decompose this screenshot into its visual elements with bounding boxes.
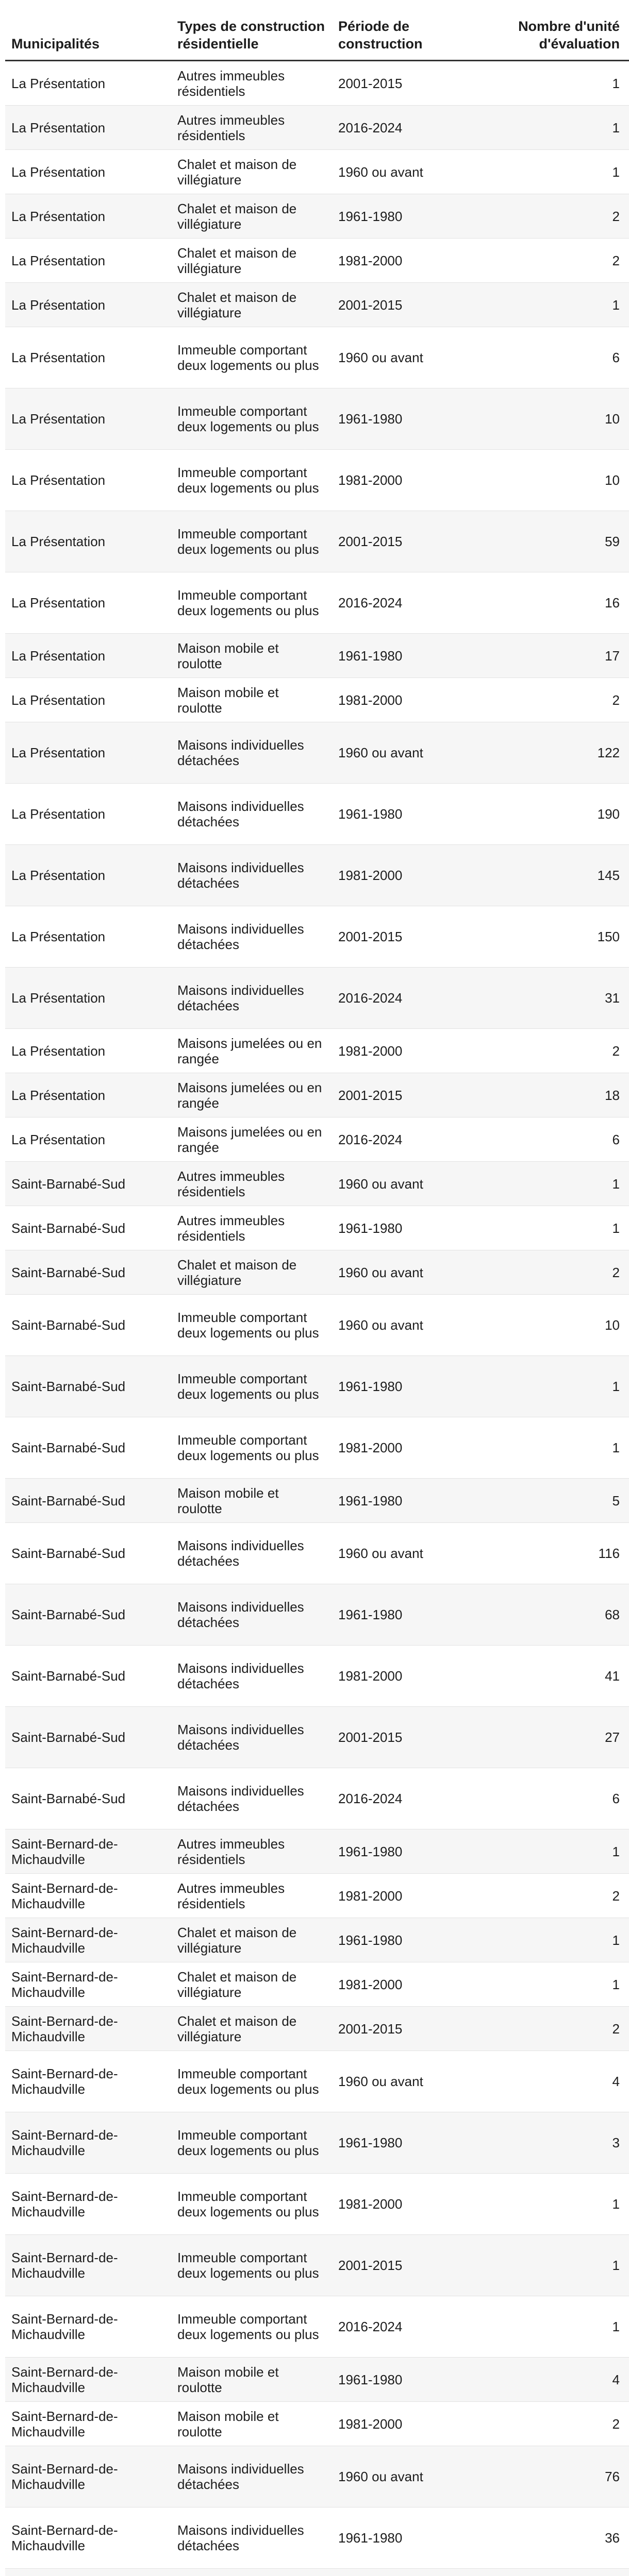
cell-municipalite: Saint-Bernard-de-Michaudville: [5, 2507, 171, 2569]
cell-municipalite: La Présentation: [5, 906, 171, 968]
cell-type-construction: Immeuble comportant deux logements ou plus: [171, 2051, 332, 2112]
cell-nombre-unites: 18: [483, 1073, 629, 1117]
cell-nombre-unites: 6: [483, 1768, 629, 1829]
table-row: [5, 1117, 629, 1162]
cell-municipalite: La Présentation: [5, 845, 171, 906]
cell-municipalite: Saint-Bernard-de-Michaudville: [5, 2174, 171, 2235]
table-row: [5, 572, 629, 634]
table-body: [5, 61, 629, 2576]
cell-type-construction: Chalet et maison de villégiature: [171, 194, 332, 239]
cell-nombre-unites: 2: [483, 1874, 629, 1918]
cell-periode: [332, 2569, 483, 2576]
cell-periode: 1960 ou avant: [332, 722, 483, 784]
cell-periode: 1981-2000: [332, 1417, 483, 1479]
cell-periode: 1961-1980: [332, 2112, 483, 2174]
cell-nombre-unites: 1: [483, 2174, 629, 2235]
table-row: [5, 722, 629, 784]
cell-nombre-unites: 36: [483, 2507, 629, 2569]
cell-periode: 1961-1980: [332, 784, 483, 845]
cell-type-construction: Chalet et maison de villégiature: [171, 283, 332, 327]
cell-periode: 1960 ou avant: [332, 150, 483, 194]
cell-nombre-unites: 68: [483, 1584, 629, 1646]
cell-type-construction: Immeuble comportant deux logements ou plus: [171, 327, 332, 388]
cell-type-construction: Autres immeubles résidentiels: [171, 106, 332, 150]
table-row: [5, 1962, 629, 2007]
cell-nombre-unites: 116: [483, 1523, 629, 1584]
cell-periode: 2001-2015: [332, 61, 483, 106]
cell-municipalite: La Présentation: [5, 784, 171, 845]
table-row: [5, 2235, 629, 2296]
table-row: [5, 2402, 629, 2446]
cell-municipalite: La Présentation: [5, 1073, 171, 1117]
cell-periode: 1961-1980: [332, 634, 483, 678]
cell-type-construction: Maisons individuelles détachées: [171, 968, 332, 1029]
cell-type-construction: Maisons jumelées ou en rangée: [171, 1117, 332, 1162]
cell-periode: 1960 ou avant: [332, 327, 483, 388]
cell-periode: 2016-2024: [332, 2296, 483, 2358]
cell-type-construction: Autres immeubles résidentiels: [171, 1206, 332, 1250]
cell-periode: 2016-2024: [332, 106, 483, 150]
cell-nombre-unites: 145: [483, 845, 629, 906]
cell-type-construction: Maison mobile et roulotte: [171, 2358, 332, 2402]
cell-nombre-unites: 3: [483, 2112, 629, 2174]
cell-nombre-unites: 2: [483, 678, 629, 722]
cell-municipalite: Saint-Barnabé-Sud: [5, 1707, 171, 1768]
table-row: [5, 1918, 629, 1962]
cell-type-construction: Maisons individuelles détachées: [171, 845, 332, 906]
cell-nombre-unites: 2: [483, 239, 629, 283]
cell-periode: 1981-2000: [332, 845, 483, 906]
cell-municipalite: Saint-Bernard-de-Michaudville: [5, 1918, 171, 1962]
cell-municipalite: Saint-Barnabé-Sud: [5, 1162, 171, 1206]
cell-nombre-unites: 2: [483, 2007, 629, 2051]
cell-municipalite: La Présentation: [5, 1029, 171, 1073]
cell-periode: 1981-2000: [332, 1029, 483, 1073]
cell-periode: 1961-1980: [332, 2358, 483, 2402]
cell-nombre-unites: 2: [483, 194, 629, 239]
cell-nombre-unites: 1: [483, 1162, 629, 1206]
table-row: [5, 2174, 629, 2235]
table-row: [5, 1829, 629, 1874]
cell-municipalite: La Présentation: [5, 511, 171, 572]
cell-periode: 2016-2024: [332, 1768, 483, 1829]
table-row: [5, 2007, 629, 2051]
cell-type-construction: Chalet et maison de villégiature: [171, 1918, 332, 1962]
cell-periode: 1981-2000: [332, 2402, 483, 2446]
cell-type-construction: Immeuble comportant deux logements ou plus: [171, 1295, 332, 1356]
cell-nombre-unites: 6: [483, 1117, 629, 1162]
cell-municipalite: Saint-Bernard-de-Michaudville: [5, 2235, 171, 2296]
table-row: [5, 2051, 629, 2112]
table-row: [5, 450, 629, 511]
cell-periode: 1960 ou avant: [332, 1523, 483, 1584]
cell-periode: 1981-2000: [332, 450, 483, 511]
cell-periode: 2001-2015: [332, 511, 483, 572]
cell-type-construction: Immeuble comportant deux logements ou plus: [171, 1356, 332, 1417]
cell-type-construction: Maisons individuelles détachées: [171, 1584, 332, 1646]
cell-municipalite: La Présentation: [5, 388, 171, 450]
cell-nombre-unites: 4: [483, 2051, 629, 2112]
cell-municipalite: Saint-Bernard-de-Michaudville: [5, 2296, 171, 2358]
table-row: [5, 239, 629, 283]
cell-nombre-unites: 1: [483, 106, 629, 150]
cell-periode: 1981-2000: [332, 2174, 483, 2235]
cell-periode: 1981-2000: [332, 1874, 483, 1918]
cell-nombre-unites: 2: [483, 2402, 629, 2446]
cell-municipalite: La Présentation: [5, 239, 171, 283]
table-row: [5, 906, 629, 968]
cell-nombre-unites: 190: [483, 784, 629, 845]
cell-nombre-unites: 1: [483, 1829, 629, 1874]
cell-nombre-unites: 16: [483, 572, 629, 634]
cell-municipalite: La Présentation: [5, 634, 171, 678]
table-row: [5, 1584, 629, 1646]
cell-municipalite: La Présentation: [5, 283, 171, 327]
cell-periode: 2001-2015: [332, 1073, 483, 1117]
cell-nombre-unites: 1: [483, 1962, 629, 2007]
cell-type-construction: Chalet et maison de villégiature: [171, 150, 332, 194]
cell-type-construction: Maisons individuelles détachées: [171, 722, 332, 784]
table-row: [5, 2446, 629, 2507]
cell-nombre-unites: 4: [483, 2358, 629, 2402]
cell-municipalite: Saint-Barnabé-Sud: [5, 1479, 171, 1523]
cell-municipalite: Saint-Bernard-de-Michaudville: [5, 2112, 171, 2174]
table-row: [5, 845, 629, 906]
cell-nombre-unites: 1: [483, 1918, 629, 1962]
table-row: [5, 106, 629, 150]
cell-municipalite: Saint-Barnabé-Sud: [5, 1417, 171, 1479]
cell-nombre-unites: 1: [483, 61, 629, 106]
cell-periode: 1960 ou avant: [332, 1250, 483, 1295]
cell-nombre-unites: 59: [483, 511, 629, 572]
cell-periode: 1981-2000: [332, 1646, 483, 1707]
cell-periode: 1961-1980: [332, 1829, 483, 1874]
cell-type-construction: Maisons individuelles détachées: [171, 2446, 332, 2507]
cell-type-construction: Maison mobile et roulotte: [171, 678, 332, 722]
table-row: [5, 1250, 629, 1295]
table-row: [5, 511, 629, 572]
cell-municipalite: Saint-Barnabé-Sud: [5, 1768, 171, 1829]
table-row: [5, 2296, 629, 2358]
table-row: [5, 1162, 629, 1206]
table-row: [5, 150, 629, 194]
cell-periode: 1960 ou avant: [332, 2051, 483, 2112]
column-header-nombre-unites[interactable]: Nombre d'unité d'évaluation: [483, 18, 629, 61]
cell-type-construction: Maison mobile et roulotte: [171, 2402, 332, 2446]
cell-municipalite: La Présentation: [5, 150, 171, 194]
cell-municipalite: Saint-Bernard-de-Michaudville: [5, 2402, 171, 2446]
column-header-periode-construction[interactable]: Période de construction: [332, 18, 483, 61]
cell-nombre-unites: 1: [483, 1206, 629, 1250]
cell-periode: 1960 ou avant: [332, 1295, 483, 1356]
cell-periode: 1961-1980: [332, 1918, 483, 1962]
table-row: [5, 1356, 629, 1417]
cell-municipalite: Saint-Bernard-de-Michaudville: [5, 2446, 171, 2507]
cell-municipalite: La Présentation: [5, 61, 171, 106]
cell-type-construction: Immeuble comportant deux logements ou plus: [171, 2174, 332, 2235]
table-row: [5, 968, 629, 1029]
table-row: [5, 388, 629, 450]
cell-type-construction: Immeuble comportant deux logements ou plus: [171, 572, 332, 634]
cell-municipalite: La Présentation: [5, 1117, 171, 1162]
cell-municipalite: Saint-Barnabé-Sud: [5, 1356, 171, 1417]
cell-nombre-unites: 10: [483, 450, 629, 511]
cell-municipalite: Saint-Barnabé-Sud: [5, 1523, 171, 1584]
cell-nombre-unites: 1: [483, 2235, 629, 2296]
cell-type-construction: Autres immeubles résidentiels: [171, 1162, 332, 1206]
cell-municipalite: Saint-Barnabé-Sud: [5, 1584, 171, 1646]
cell-periode: 1981-2000: [332, 1962, 483, 2007]
cell-nombre-unites: 41: [483, 1646, 629, 1707]
cell-type-construction: Chalet et maison de villégiature: [171, 2007, 332, 2051]
table-row: [5, 1417, 629, 1479]
cell-municipalite: La Présentation: [5, 678, 171, 722]
cell-municipalite: La Présentation: [5, 572, 171, 634]
cell-type-construction: Autres immeubles résidentiels: [171, 1829, 332, 1874]
cell-municipalite: La Présentation: [5, 194, 171, 239]
cell-nombre-unites: [483, 2569, 629, 2576]
cell-type-construction: Maison mobile et roulotte: [171, 634, 332, 678]
table-row: [5, 1707, 629, 1768]
cell-nombre-unites: 2: [483, 1250, 629, 1295]
cell-type-construction: Maisons jumelées ou en rangée: [171, 1029, 332, 1073]
cell-type-construction: Immeuble comportant deux logements ou plus: [171, 2112, 332, 2174]
cell-periode: 2001-2015: [332, 2235, 483, 2296]
cell-municipalite: Saint-Bernard-de-Michaudville: [5, 1874, 171, 1918]
data-table: [5, 18, 629, 2576]
table-row: [5, 678, 629, 722]
cell-type-construction: Maisons individuelles détachées: [171, 1768, 332, 1829]
cell-nombre-unites: 27: [483, 1707, 629, 1768]
cell-type-construction: Maisons individuelles détachées: [171, 1707, 332, 1768]
cell-periode: 2001-2015: [332, 2007, 483, 2051]
cell-nombre-unites: 76: [483, 2446, 629, 2507]
table-row: [5, 194, 629, 239]
cell-municipalite: Saint-Bernard-de-Michaudville: [5, 2358, 171, 2402]
cell-periode: 1961-1980: [332, 194, 483, 239]
cell-municipalite: Saint-Bernard-de-Michaudville: [5, 1829, 171, 1874]
table-row: [5, 327, 629, 388]
cell-periode: 1961-1980: [332, 1206, 483, 1250]
cell-periode: 1961-1980: [332, 1584, 483, 1646]
cell-municipalite: Saint-Bernard-de-Michaudville: [5, 2051, 171, 2112]
table-row: [5, 61, 629, 106]
cell-type-construction: Chalet et maison de villégiature: [171, 239, 332, 283]
cell-municipalite: La Présentation: [5, 327, 171, 388]
cell-municipalite: La Présentation: [5, 106, 171, 150]
table-row: [5, 2358, 629, 2402]
cell-type-construction: Maisons jumelées ou en rangée: [171, 1073, 332, 1117]
table-row: [5, 283, 629, 327]
cell-periode: 1961-1980: [332, 388, 483, 450]
cell-nombre-unites: 31: [483, 968, 629, 1029]
cell-periode: 2001-2015: [332, 283, 483, 327]
cell-type-construction: Maisons individuelles détachées: [171, 2507, 332, 2569]
cell-nombre-unites: 5: [483, 1479, 629, 1523]
table-row: [5, 1874, 629, 1918]
cell-type-construction: Immeuble comportant deux logements ou plus: [171, 2296, 332, 2358]
cell-periode: 2016-2024: [332, 572, 483, 634]
cell-nombre-unites: 2: [483, 1029, 629, 1073]
table-row: [5, 2112, 629, 2174]
table-row: [5, 2507, 629, 2569]
cell-municipalite: Saint-Bernard-de-Michaudville: [5, 1962, 171, 2007]
table-row: [5, 1646, 629, 1707]
cell-type-construction: Maisons individuelles détachées: [171, 784, 332, 845]
cell-type-construction: Maison mobile et roulotte: [171, 1479, 332, 1523]
cell-type-construction: Immeuble comportant deux logements ou plus: [171, 511, 332, 572]
cell-periode: 1961-1980: [332, 2507, 483, 2569]
cell-municipalite: La Présentation: [5, 968, 171, 1029]
cell-type-construction: Immeuble comportant deux logements ou plus: [171, 450, 332, 511]
cell-type-construction: Immeuble comportant deux logements ou plus: [171, 2235, 332, 2296]
cell-nombre-unites: 17: [483, 634, 629, 678]
cell-type-construction: Chalet et maison de villégiature: [171, 1962, 332, 2007]
cell-periode: 2001-2015: [332, 1707, 483, 1768]
cell-nombre-unites: 1: [483, 2296, 629, 2358]
column-header-types-construction[interactable]: Types de construction résidentielle: [171, 18, 332, 61]
cell-type-construction: Autres immeubles résidentiels: [171, 61, 332, 106]
cell-type-construction: Autres immeubles résidentiels: [171, 1874, 332, 1918]
cell-nombre-unites: 10: [483, 1295, 629, 1356]
cell-periode: 1960 ou avant: [332, 2446, 483, 2507]
table-header-row: [5, 18, 629, 61]
cell-periode: 2016-2024: [332, 1117, 483, 1162]
cell-nombre-unites: 150: [483, 906, 629, 968]
cell-type-construction: Maisons individuelles détachées: [171, 1523, 332, 1584]
cell-type-construction: Maisons individuelles détachées: [171, 1646, 332, 1707]
cell-municipalite: La Présentation: [5, 722, 171, 784]
table-row: [5, 634, 629, 678]
cell-periode: 1961-1980: [332, 1479, 483, 1523]
cell-municipalite: Saint-Barnabé-Sud: [5, 1646, 171, 1707]
column-header-municipalites[interactable]: Municipalités: [5, 18, 171, 61]
table-row: [5, 784, 629, 845]
cell-municipalite: Saint-Barnabé-Sud: [5, 1250, 171, 1295]
cell-municipalite: [5, 2569, 171, 2576]
cell-nombre-unites: 6: [483, 327, 629, 388]
cell-nombre-unites: 10: [483, 388, 629, 450]
table-row: [5, 1523, 629, 1584]
cell-periode: 1961-1980: [332, 1356, 483, 1417]
table-row: [5, 1295, 629, 1356]
cell-periode: 1981-2000: [332, 239, 483, 283]
cell-type-construction: Chalet et maison de villégiature: [171, 1250, 332, 1295]
table-row: [5, 1206, 629, 1250]
cell-nombre-unites: 1: [483, 283, 629, 327]
cell-municipalite: Saint-Barnabé-Sud: [5, 1206, 171, 1250]
cell-municipalite: Saint-Bernard-de-Michaudville: [5, 2007, 171, 2051]
table-row: [5, 2569, 629, 2576]
cell-type-construction: Maisons individuelles détachées: [171, 906, 332, 968]
cell-nombre-unites: 1: [483, 1356, 629, 1417]
cell-nombre-unites: 122: [483, 722, 629, 784]
cell-periode: 1960 ou avant: [332, 1162, 483, 1206]
table-row: [5, 1073, 629, 1117]
table-row: [5, 1029, 629, 1073]
cell-periode: 2016-2024: [332, 968, 483, 1029]
cell-nombre-unites: 1: [483, 150, 629, 194]
table-row: [5, 1479, 629, 1523]
cell-municipalite: La Présentation: [5, 450, 171, 511]
cell-periode: 2001-2015: [332, 906, 483, 968]
cell-type-construction: Immeuble comportant deux logements ou plus: [171, 388, 332, 450]
cell-municipalite: Saint-Barnabé-Sud: [5, 1295, 171, 1356]
cell-periode: 1981-2000: [332, 678, 483, 722]
cell-nombre-unites: 1: [483, 1417, 629, 1479]
table-row: [5, 1768, 629, 1829]
cell-type-construction: Immeuble comportant deux logements ou plus: [171, 1417, 332, 1479]
cell-type-construction: [171, 2569, 332, 2576]
